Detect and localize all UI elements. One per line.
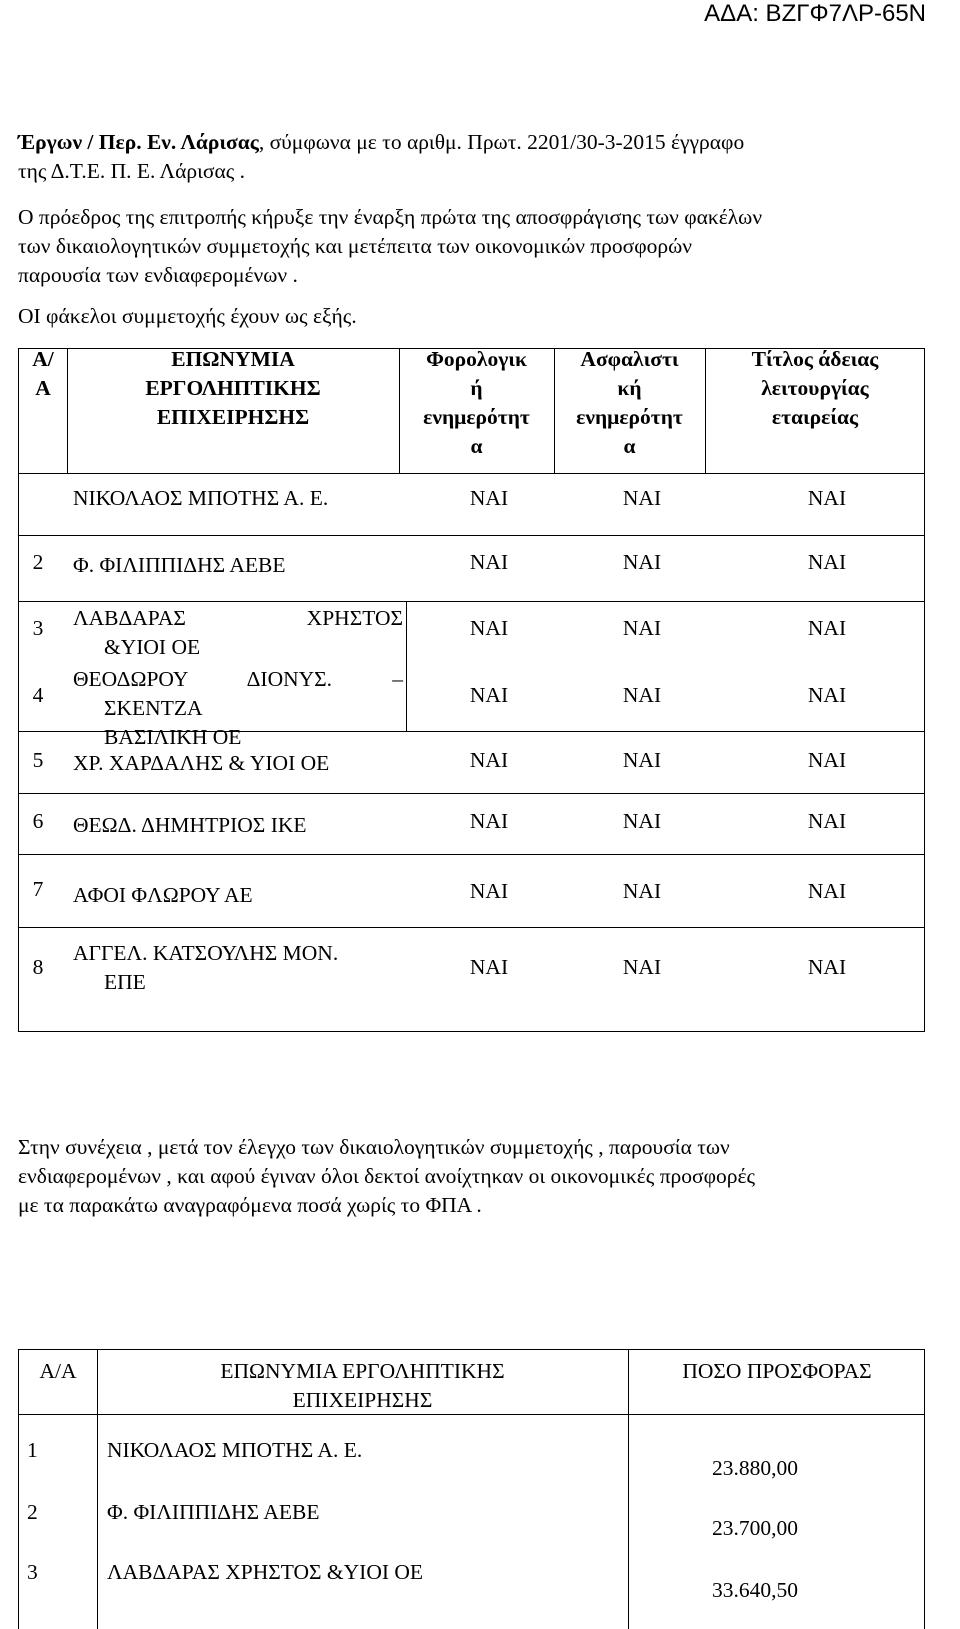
row-3-lic: ΝΑΙ: [807, 616, 847, 640]
header-offer-amount: ΠΟΣΟ ΠΡΟΣΦΟΡΑΣ: [682, 1359, 872, 1383]
header-tax-clearance: Φορολογικ ή ενημερότητ α: [423, 347, 530, 458]
header-insurance-clearance: Ασφαλιστι κή ενημερότητ α: [576, 347, 683, 458]
row-2-ins: ΝΑΙ: [622, 550, 662, 574]
row-2-num: 2: [32, 550, 44, 574]
intro-paragraph-3: ΟΙ φάκελοι συμμετοχής έχουν ως εξής.: [18, 304, 357, 328]
participation-table: [18, 348, 925, 1032]
row-8-tax: ΝΑΙ: [469, 955, 509, 979]
offer-row-2-amount: 23.700,00: [712, 1516, 798, 1540]
after-l1: Στην συνέχεια , μετά τον έλεγχο των δικαιολογητικών συμμετοχής , παρουσία των: [18, 1135, 730, 1159]
intro-p2-l1: Ο πρόεδρος της επιτροπής κήρυξε την έναρξη πρώτα της αποσφράγισης των φακέλων: [18, 205, 763, 229]
row-3-name-l2: &ΥΙΟΙ ΟΕ: [104, 635, 201, 659]
row-4-ins: ΝΑΙ: [622, 683, 662, 707]
row-5-name: ΧΡ. ΧΑΡΔΑΛΗΣ & ΥΙΟΙ ΟΕ: [73, 751, 330, 775]
offer-row-3-amount: 33.640,50: [712, 1578, 798, 1602]
intro-p2-l3: παρουσία των ενδιαφερομένων .: [18, 263, 298, 287]
row-2-tax: ΝΑΙ: [469, 550, 509, 574]
offer-row-3-num: 3: [27, 1560, 38, 1584]
offers-table: [18, 1349, 925, 1629]
header-company-name: ΕΠΩΝΥΜΙΑ ΕΡΓΟΛΗΠΤΙΚΗΣ ΕΠΙΧΕΙΡΗΣΗΣ: [145, 347, 321, 429]
intro-line-2: της Δ.Τ.Ε. Π. Ε. Λάρισας .: [18, 159, 246, 183]
intro-paragraph-1: [18, 128, 918, 186]
ada-code: ΑΔΑ: ΒΖΓΦ7ΛΡ-65Ν: [704, 0, 926, 27]
row-5-lic: ΝΑΙ: [807, 748, 847, 772]
row-8-name-l2: ΕΠΕ: [104, 970, 146, 994]
row-5-tax: ΝΑΙ: [469, 748, 509, 772]
row-1-name: ΝΙΚΟΛΑΟΣ ΜΠΟΤΗΣ Α. Ε.: [73, 486, 329, 510]
row-3-name-l1: ΛΑΒΔΑΡΑΣ ΧΡΗΣΤΟΣ: [73, 606, 403, 630]
row-6-num: 6: [32, 809, 44, 833]
row-3-num: 3: [32, 616, 44, 640]
row-7-ins: ΝΑΙ: [622, 879, 662, 903]
row-4-tax: ΝΑΙ: [469, 683, 509, 707]
intro-paragraph-2: [18, 203, 918, 290]
row-8-lic: ΝΑΙ: [807, 955, 847, 979]
row-1-tax: ΝΑΙ: [469, 486, 509, 510]
row-8-ins: ΝΑΙ: [622, 955, 662, 979]
row-4-num: 4: [32, 683, 44, 707]
header-aa-2: Α/Α: [39, 1359, 77, 1383]
row-7-tax: ΝΑΙ: [469, 879, 509, 903]
after-paragraph: [18, 1133, 918, 1220]
row-7-lic: ΝΑΙ: [807, 879, 847, 903]
row-4-lic: ΝΑΙ: [807, 683, 847, 707]
row-5-ins: ΝΑΙ: [622, 748, 662, 772]
offer-row-2-num: 2: [27, 1500, 38, 1524]
offer-row-1-name: ΝΙΚΟΛΑΟΣ ΜΠΟΤΗΣ Α. Ε.: [107, 1438, 363, 1462]
row-1-ins: ΝΑΙ: [622, 486, 662, 510]
after-l3: με τα παρακάτω αναγραφόμενα ποσά χωρίς το ΦΠΑ .: [18, 1193, 482, 1217]
row-2-name: Φ. ΦΙΛΙΠΠΙΔΗΣ ΑΕΒΕ: [73, 553, 286, 577]
row-3-tax: ΝΑΙ: [469, 616, 509, 640]
intro-p2-l2: των δικαιολογητικών συμμετοχής και μετέπειτα των οικονομικών προσφορών: [18, 234, 692, 258]
intro-rest: , σύμφωνα με το αριθμ. Πρωτ. 2201/30-3-2015 έγγραφο: [258, 130, 745, 154]
header-company-name-2: ΕΠΩΝΥΜΙΑ ΕΡΓΟΛΗΠΤΙΚΗΣ ΕΠΙΧΕΙΡΗΣΗΣ: [220, 1359, 505, 1412]
row-8-num: 8: [32, 955, 44, 979]
row-4-name: ΘΕΟΔΩΡΟΥ ΔΙΟΝΥΣ. – ΣΚΕΝΤΖΑ ΒΑΣΙΛΙΚΗ ΟΕ: [73, 667, 403, 749]
offer-row-3-name: ΛΑΒΔΑΡΑΣ ΧΡΗΣΤΟΣ &ΥΙΟΙ ΟΕ: [107, 1560, 424, 1584]
row-3-ins: ΝΑΙ: [622, 616, 662, 640]
row-7-name: ΑΦΟΙ ΦΛΩΡΟΥ ΑΕ: [73, 883, 253, 907]
after-l2: ενδιαφερομένων , και αφού έγιναν όλοι δεκτοί ανοίχτηκαν οι οικονομικές προσφορές: [18, 1164, 756, 1188]
row-6-name: ΘΕΩΔ. ΔΗΜΗΤΡΙΟΣ ΙΚΕ: [73, 813, 307, 837]
offer-row-1-num: 1: [27, 1438, 38, 1462]
offer-row-1-amount: 23.880,00: [712, 1456, 798, 1480]
row-1-lic: ΝΑΙ: [807, 486, 847, 510]
row-6-tax: ΝΑΙ: [469, 809, 509, 833]
row-2-lic: ΝΑΙ: [807, 550, 847, 574]
row-6-lic: ΝΑΙ: [807, 809, 847, 833]
header-aa: Α/ Α: [32, 347, 54, 400]
row-7-num: 7: [32, 877, 44, 901]
row-6-ins: ΝΑΙ: [622, 809, 662, 833]
offer-row-2-name: Φ. ΦΙΛΙΠΠΙΔΗΣ ΑΕΒΕ: [107, 1500, 320, 1524]
row-8-name-l1: ΑΓΓΕΛ. ΚΑΤΣΟΥΛΗΣ ΜΟΝ.: [73, 941, 339, 965]
header-license: Τίτλος άδειας λειτουργίας εταιρείας: [751, 347, 879, 429]
intro-bold: Έργων / Περ. Εν. Λάρισας: [18, 130, 259, 154]
row-5-num: 5: [32, 748, 44, 772]
